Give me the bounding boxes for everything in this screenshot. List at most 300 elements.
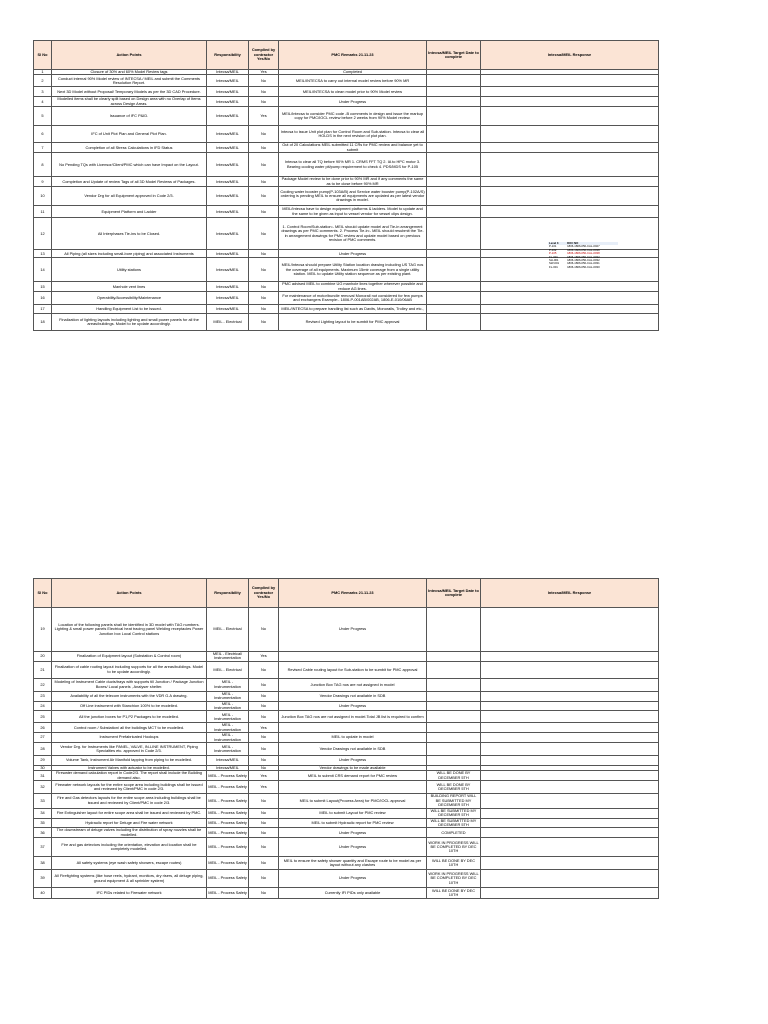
embedded-doc-cell: 1806-1806-050-CAL-0032 bbox=[567, 254, 600, 259]
cell-target-date bbox=[427, 206, 481, 218]
cell-responsibility: Intecsa/MEIL bbox=[207, 107, 249, 126]
cell-action-point: Modeling of Instrument Cable ducts/trays with supports till Junction / Package Junction Boxes/ Local panels , Analyser shelter. bbox=[52, 678, 207, 691]
cell-sl-no: 2 bbox=[34, 75, 52, 87]
table-row bbox=[34, 97, 659, 107]
cell-response bbox=[481, 857, 659, 870]
table-row bbox=[34, 808, 659, 818]
cell-complied: No bbox=[249, 701, 279, 711]
cell-complied: No bbox=[249, 305, 279, 314]
embedded-doc-cell: 1806-1806-050-CAL-0038 bbox=[567, 251, 600, 256]
cell-target-date bbox=[427, 733, 481, 743]
table-row bbox=[34, 282, 659, 292]
cell-response bbox=[481, 888, 659, 899]
cell-complied: No bbox=[249, 258, 279, 282]
cell-target-date bbox=[427, 250, 481, 258]
cell-pmc-remarks: MEIL to submit Layout(Process Area) for PMC/IOCL approval bbox=[279, 794, 427, 808]
cell-action-point: All the junction boxes for P1,P2 Packages to be modelled. bbox=[52, 711, 207, 723]
embedded-doc-cell: P-101 bbox=[549, 244, 557, 249]
cell-response bbox=[481, 177, 659, 187]
cell-responsibility: Intecsa/MEIL bbox=[207, 766, 249, 771]
cell-action-point: Finalization of cable routing layout including supports for all the areas/buildings. Model to be update accordingly. bbox=[52, 661, 207, 678]
cell-complied: No bbox=[249, 608, 279, 652]
cell-action-point: Vendor Drg. for Instruments like PANEL, VALVE, IN-LINE INSTRUMENT, Piping Specialties etc. approved in Code 2/3. bbox=[52, 743, 207, 756]
cell-response bbox=[481, 75, 659, 87]
cell-pmc-remarks: Intecsa to clear all TQ before 90% MR 1. CRMS FFT TQ 2. IA to HPC motor 3. Bearing cooling water pit/pump requirement to check 4. PDS/MDS for P-105 bbox=[279, 153, 427, 177]
cell-pmc-remarks: Vendor Drawings not available in SDB bbox=[279, 743, 427, 756]
table-row bbox=[34, 126, 659, 143]
cell-response bbox=[481, 107, 659, 126]
cell-complied: No bbox=[249, 678, 279, 691]
cell-action-point: IFC PIDs related to Firewater network bbox=[52, 888, 207, 899]
cell-target-date: COMPLETED bbox=[427, 828, 481, 838]
cell-complied: No bbox=[249, 177, 279, 187]
embedded-doc-cell: 1806-1806-050-CAL-0030 bbox=[567, 264, 600, 269]
cell-action-point: Utility stations bbox=[52, 258, 207, 282]
cell-responsibility: Intecsa/MEIL bbox=[207, 143, 249, 153]
header-response: Intecsa/MEIL Response bbox=[481, 41, 659, 70]
table-row bbox=[34, 818, 659, 828]
cell-target-date bbox=[427, 177, 481, 187]
cell-response bbox=[481, 870, 659, 888]
cell-responsibility: MEIL - Instrumentation bbox=[207, 743, 249, 756]
cell-complied: No bbox=[249, 153, 279, 177]
cell-response bbox=[481, 661, 659, 678]
cell-pmc-remarks: Revised Cable routing layout for Sub-station to be sumbit for PMC approval bbox=[279, 661, 427, 678]
cell-complied: No bbox=[249, 857, 279, 870]
cell-response bbox=[481, 305, 659, 314]
cell-action-point: Instrument Prefabricated Hookups bbox=[52, 733, 207, 743]
table-row bbox=[34, 314, 659, 331]
cell-responsibility: Intecsa/MEIL bbox=[207, 97, 249, 107]
cell-action-point: Hydraulic report for Deluge and Fire water network bbox=[52, 818, 207, 828]
cell-target-date: WILL BE DONE BY DEC 10TH bbox=[427, 857, 481, 870]
cell-complied: No bbox=[249, 828, 279, 838]
cell-action-point: Manhole vent lines bbox=[52, 282, 207, 292]
header-responsibility: Responsibility bbox=[207, 41, 249, 70]
cell-pmc-remarks: MEIL/Intecsa to consider PMC code -B comments in design and issue the markup copy for PMC/IOCL review before 2 weeks from 90% Model review. bbox=[279, 107, 427, 126]
cell-complied: No bbox=[249, 733, 279, 743]
cell-complied: No bbox=[249, 711, 279, 723]
cell-complied: Yes bbox=[249, 781, 279, 794]
cell-complied: No bbox=[249, 218, 279, 250]
cell-response bbox=[481, 292, 659, 305]
cell-response bbox=[481, 756, 659, 766]
cell-responsibility: Intecsa/MEIL bbox=[207, 250, 249, 258]
cell-target-date bbox=[427, 608, 481, 652]
cell-response bbox=[481, 794, 659, 808]
cell-responsibility: MEIL - Process Safety bbox=[207, 838, 249, 857]
cell-pmc-remarks: Under Progress bbox=[279, 701, 427, 711]
cell-sl-no: 23 bbox=[34, 691, 52, 701]
cell-responsibility: MEIL - Instrumentation bbox=[207, 701, 249, 711]
cell-sl-no: 37 bbox=[34, 838, 52, 857]
cell-complied: Yes bbox=[249, 723, 279, 733]
cell-pmc-remarks: Under Progress bbox=[279, 608, 427, 652]
cell-responsibility: Intecsa/MEIL bbox=[207, 218, 249, 250]
cell-sl-no: 25 bbox=[34, 711, 52, 723]
cell-sl-no: 13 bbox=[34, 250, 52, 258]
cell-pmc-remarks: MEIL to update in model bbox=[279, 733, 427, 743]
cell-responsibility: Intecsa/MEIL bbox=[207, 153, 249, 177]
cell-complied: No bbox=[249, 743, 279, 756]
cell-response bbox=[481, 608, 659, 652]
embedded-doc-cell: SW-001 bbox=[549, 261, 560, 266]
table-header-row bbox=[34, 41, 659, 70]
cell-action-point: Operability/Accessibility/Maintenance bbox=[52, 292, 207, 305]
cell-pmc-remarks: MEIL/INTECSA to carry out internal model review before 90% MR bbox=[279, 75, 427, 87]
cell-responsibility: MEIL - Process Safety bbox=[207, 781, 249, 794]
table-row bbox=[34, 838, 659, 857]
cell-complied: No bbox=[249, 870, 279, 888]
cell-target-date bbox=[427, 282, 481, 292]
cell-sl-no: 16 bbox=[34, 292, 52, 305]
cell-sl-no: 24 bbox=[34, 701, 52, 711]
cell-target-date: WORK IN PROGRESS WILL BE COMPLETED BY DEC 10TH bbox=[427, 870, 481, 888]
cell-pmc-remarks: Under Progress bbox=[279, 97, 427, 107]
cell-sl-no: 5 bbox=[34, 107, 52, 126]
cell-pmc-remarks: Intecsa to issue Unit plot plan for Control Room and Sub-station. Intecsa to clear all HOLDS in the next revision of plot plan. bbox=[279, 126, 427, 143]
cell-sl-no: 6 bbox=[34, 126, 52, 143]
cell-sl-no: 3 bbox=[34, 87, 52, 97]
table-body-1 bbox=[34, 70, 659, 331]
cell-complied: No bbox=[249, 187, 279, 206]
cell-pmc-remarks: MEIL/Intecsa have to design equipment platforms & ladders. Model to update and the same to be given as input to vessel vendor for vessel clips design. bbox=[279, 206, 427, 218]
cell-responsibility: MEIL - Process Safety bbox=[207, 870, 249, 888]
cell-sl-no: 17 bbox=[34, 305, 52, 314]
cell-complied: No bbox=[249, 250, 279, 258]
table-row bbox=[34, 794, 659, 808]
cell-action-point: All Firefighting systems (like hose reels, hydrant, monitors, dry risers, all deluge piping, ground equipment & all sprinkler system) bbox=[52, 870, 207, 888]
cell-pmc-remarks: Package Model review to be done prior to 90% MR and if any comments the same as to be close before 90% MR bbox=[279, 177, 427, 187]
cell-response bbox=[481, 187, 659, 206]
cell-target-date bbox=[427, 126, 481, 143]
cell-responsibility: MEIL - Instrumentation bbox=[207, 691, 249, 701]
cell-action-point: All Piping (all sizes including small-bore piping) and associated Instruments bbox=[52, 250, 207, 258]
table-row bbox=[34, 292, 659, 305]
cell-action-point: Firewater demand calculation report in Code2/3. The report shall include the Building demand also. bbox=[52, 771, 207, 781]
embedded-doc-cell: 1806-1806-050-CAL-0031 bbox=[567, 261, 600, 266]
cell-pmc-remarks bbox=[279, 781, 427, 794]
cell-sl-no: 9 bbox=[34, 177, 52, 187]
cell-response bbox=[481, 206, 659, 218]
header-pmc-remarks: PMC Remarks 21.11.23 bbox=[279, 41, 427, 70]
cell-action-point: Control room / Substation/ all the buildings MCT to be modelled. bbox=[52, 723, 207, 733]
cell-target-date: WORK IN PROGRESS WILL BE COMPLETED BY DEC 10TH bbox=[427, 838, 481, 857]
cell-sl-no: 36 bbox=[34, 828, 52, 838]
cell-action-point: Issuance of IFC P&ID. bbox=[52, 107, 207, 126]
cell-response bbox=[481, 701, 659, 711]
cell-complied: No bbox=[249, 838, 279, 857]
table-row bbox=[34, 828, 659, 838]
cell-sl-no: 14 bbox=[34, 258, 52, 282]
cell-pmc-remarks: Completed bbox=[279, 70, 427, 75]
cell-sl-no: 1 bbox=[34, 70, 52, 75]
table-row bbox=[34, 691, 659, 701]
cell-action-point: Fire Extinguisher layout for entire scope area shall be issued and reviewed by PMC. bbox=[52, 808, 207, 818]
cell-target-date: WILL BE DONE BY DECEMBER 5TH bbox=[427, 781, 481, 794]
cell-sl-no: 26 bbox=[34, 723, 52, 733]
cell-action-point: The downstream of deluge valves including the distribution of spray nozzles shall be modelled. bbox=[52, 828, 207, 838]
cell-sl-no: 28 bbox=[34, 743, 52, 756]
cell-sl-no: 12 bbox=[34, 218, 52, 250]
table-row bbox=[34, 153, 659, 177]
cell-action-point: Completion and Update of review Tags of all 3D Model Reviews of Packages. bbox=[52, 177, 207, 187]
cell-complied: No bbox=[249, 808, 279, 818]
cell-pmc-remarks: Under Progress bbox=[279, 828, 427, 838]
cell-complied: No bbox=[249, 126, 279, 143]
cell-responsibility: MEIL - Electrical bbox=[207, 314, 249, 331]
cell-action-point: IFC of Unit Plot Plan and General Plot Plan. bbox=[52, 126, 207, 143]
table-header-row bbox=[34, 579, 659, 608]
cell-response bbox=[481, 818, 659, 828]
cell-action-point: All safety systems (eye wash safety showers, escape routes) bbox=[52, 857, 207, 870]
embedded-doc-row bbox=[548, 266, 618, 269]
cell-action-point: Handling Equipment List to be Issued. bbox=[52, 305, 207, 314]
cell-target-date bbox=[427, 661, 481, 678]
cell-pmc-remarks: Under Progress bbox=[279, 838, 427, 857]
embedded-doc-header-cell: DOC NO bbox=[566, 242, 618, 245]
cell-response bbox=[481, 153, 659, 177]
cell-action-point: Next 3D Model without Proposal/ Temporary Models as per the 3D CAD Procedure. bbox=[52, 87, 207, 97]
cell-responsibility: MEIL - Process Safety bbox=[207, 888, 249, 899]
cell-sl-no: 18 bbox=[34, 314, 52, 331]
cell-responsibility: MEIL - Process Safety bbox=[207, 828, 249, 838]
table-row bbox=[34, 75, 659, 87]
cell-pmc-remarks: Under Progress bbox=[279, 756, 427, 766]
cell-responsibility: Intecsa/MEIL bbox=[207, 292, 249, 305]
cell-sl-no: 20 bbox=[34, 652, 52, 662]
cell-sl-no: 8 bbox=[34, 153, 52, 177]
header-sl-no: Sl No bbox=[34, 579, 52, 608]
cell-sl-no: 22 bbox=[34, 678, 52, 691]
cell-complied: Yes bbox=[249, 771, 279, 781]
cell-sl-no: 31 bbox=[34, 771, 52, 781]
cell-complied: No bbox=[249, 206, 279, 218]
cell-complied: No bbox=[249, 766, 279, 771]
cell-responsibility: MEIL - Instrumentation bbox=[207, 733, 249, 743]
table-row bbox=[34, 107, 659, 126]
cell-responsibility: Intecsa/MEIL bbox=[207, 177, 249, 187]
cell-response bbox=[481, 781, 659, 794]
cell-response bbox=[481, 652, 659, 662]
cell-target-date bbox=[427, 305, 481, 314]
cell-target-date bbox=[427, 75, 481, 87]
table-row bbox=[34, 781, 659, 794]
cell-responsibility: MEIL - Process Safety bbox=[207, 857, 249, 870]
table-row bbox=[34, 701, 659, 711]
cell-pmc-remarks: PMC advised MEIL to combine UG manhole lines together wherever possible and reduce AG lines. bbox=[279, 282, 427, 292]
cell-responsibility: MEIL - Process Safety bbox=[207, 794, 249, 808]
cell-action-point: Off Line instrument with Stanchion 100% to be modelled. bbox=[52, 701, 207, 711]
cell-complied: Yes bbox=[249, 652, 279, 662]
table-row bbox=[34, 177, 659, 187]
header-complied: Complied by contractor Yes/No bbox=[249, 579, 279, 608]
cell-responsibility: Intecsa/MEIL bbox=[207, 258, 249, 282]
cell-response bbox=[481, 711, 659, 723]
cell-responsibility: MEIL - Electrical bbox=[207, 608, 249, 652]
table-row bbox=[34, 608, 659, 652]
embedded-doc-table-body bbox=[548, 242, 618, 269]
cell-pmc-remarks bbox=[279, 652, 427, 662]
cell-action-point: Volume Tank, Instrument Air Manifold tapping from piping to be modelled. bbox=[52, 756, 207, 766]
cell-action-point: Equipment Platform and Ladder bbox=[52, 206, 207, 218]
embedded-doc-cell: P-105 bbox=[549, 251, 557, 256]
cell-complied: Yes bbox=[249, 70, 279, 75]
cell-target-date bbox=[427, 743, 481, 756]
cell-response bbox=[481, 808, 659, 818]
table-row bbox=[34, 711, 659, 723]
cell-complied: No bbox=[249, 143, 279, 153]
cell-complied: Yes bbox=[249, 107, 279, 126]
cell-pmc-remarks bbox=[279, 723, 427, 733]
table-row bbox=[34, 771, 659, 781]
cell-sl-no: 11 bbox=[34, 206, 52, 218]
embedded-doc-cell: FL-001 bbox=[549, 264, 558, 269]
embedded-doc-cell: 1806-1806-050-CAL-0032 bbox=[567, 258, 600, 263]
cell-responsibility: Intecsa/MEIL bbox=[207, 282, 249, 292]
embedded-doc-cell: FL-001 bbox=[549, 254, 558, 259]
embedded-doc-table bbox=[548, 242, 618, 269]
embedded-doc-cell: 1806-1806-050-CAL-0027 bbox=[567, 244, 600, 249]
cell-responsibility: Intecsa/MEIL bbox=[207, 187, 249, 206]
cell-action-point: Closure of 30% and 60% Model Review tags bbox=[52, 70, 207, 75]
table-row bbox=[34, 87, 659, 97]
cell-sl-no: 38 bbox=[34, 857, 52, 870]
table-row bbox=[34, 678, 659, 691]
header-response: Intecsa/MEIL Response bbox=[481, 579, 659, 608]
cell-target-date bbox=[427, 711, 481, 723]
cell-target-date: WILL BE SUBMITTED MY DECEMBER 5TH bbox=[427, 818, 481, 828]
cell-response bbox=[481, 733, 659, 743]
cell-action-point: Fire and gas detectors including the orientation, elevation and location shall be completely modelled. bbox=[52, 838, 207, 857]
cell-pmc-remarks: Out of 20 Calculations MEIL submitted 11 CRs for PMC review and balance yet to submit bbox=[279, 143, 427, 153]
cell-sl-no: 34 bbox=[34, 808, 52, 818]
table-row bbox=[34, 305, 659, 314]
cell-response bbox=[481, 282, 659, 292]
cell-action-point: Modelled items shall be clearly split based on Design area with no Overlap of Items across Design Areas. bbox=[52, 97, 207, 107]
cell-target-date: WILL BE DONE BY DECEMBER 5TH bbox=[427, 771, 481, 781]
cell-pmc-remarks: MEIL to submit CRS demand report for PMC review bbox=[279, 771, 427, 781]
table-row bbox=[34, 857, 659, 870]
cell-response bbox=[481, 314, 659, 331]
cell-responsibility: MEIL - Instrumentation bbox=[207, 678, 249, 691]
embedded-doc-cell: 1806-1806-050-CAL-0038 bbox=[567, 247, 600, 252]
cell-pmc-remarks: Vendor drawings to be made available bbox=[279, 766, 427, 771]
cell-response bbox=[481, 691, 659, 701]
action-points-table-2 bbox=[33, 578, 659, 899]
cell-pmc-remarks: MEIL to ensure the safety shower quantity and Escape route to be model as per layout without any clashes bbox=[279, 857, 427, 870]
cell-target-date bbox=[427, 218, 481, 250]
cell-pmc-remarks: MEIL/INTECSA to clean model prior to 90% Model review bbox=[279, 87, 427, 97]
cell-action-point: Finalization of lighting layouts including lighting and small power panels for all the areas/buildings. Model to be update accordingly. bbox=[52, 314, 207, 331]
table-body-2 bbox=[34, 608, 659, 899]
cell-sl-no: 32 bbox=[34, 781, 52, 794]
cell-complied: No bbox=[249, 756, 279, 766]
cell-sl-no: 35 bbox=[34, 818, 52, 828]
cell-sl-no: 29 bbox=[34, 756, 52, 766]
cell-pmc-remarks: Under Progress bbox=[279, 870, 427, 888]
cell-responsibility: MEIL - Process Safety bbox=[207, 818, 249, 828]
cell-pmc-remarks: MEIL to submit Layout for PMC review bbox=[279, 808, 427, 818]
cell-complied: No bbox=[249, 888, 279, 899]
cell-action-point: Completion of all Stress Calculations in IFD Status bbox=[52, 143, 207, 153]
cell-target-date bbox=[427, 756, 481, 766]
header-action-points: Action Points bbox=[52, 579, 207, 608]
header-target-date: Intecsa/MEIL Target Date to complete bbox=[427, 41, 481, 70]
table-row bbox=[34, 870, 659, 888]
cell-pmc-remarks: Junction Box TAG nos are not assigned in model bbox=[279, 678, 427, 691]
cell-pmc-remarks: For maintenance of motor/bundle removal Monorail not considered for few pumps and exchangers Example:- 1806-P-001AB/002AB, 1806-E-010/06AB bbox=[279, 292, 427, 305]
cell-complied: No bbox=[249, 661, 279, 678]
cell-target-date bbox=[427, 678, 481, 691]
cell-response bbox=[481, 838, 659, 857]
cell-target-date bbox=[427, 691, 481, 701]
cell-pmc-remarks: Cooling water booster pump(P-103A/B) and Service water booster pump(P-102A/S) ordering is pending MEIL to ensure all equipments are updated as per latest vendor drawings in model. bbox=[279, 187, 427, 206]
cell-action-point: Firewater network layouts for the entire scope area including buildings shall be issued and reviewed by Client/PMC in code 2/3. bbox=[52, 781, 207, 794]
cell-target-date bbox=[427, 292, 481, 305]
cell-pmc-remarks: Vendor Drawings not available in SDB bbox=[279, 691, 427, 701]
cell-target-date bbox=[427, 87, 481, 97]
cell-responsibility: Intecsa/MEIL bbox=[207, 756, 249, 766]
cell-target-date: BUILDING REPORT WILL BE SUBMITTED MY DECEMBER 5TH bbox=[427, 794, 481, 808]
cell-response bbox=[481, 771, 659, 781]
table-row bbox=[34, 652, 659, 662]
cell-action-point: Availability of all the telecom instruments with the VDR G.A drawing. bbox=[52, 691, 207, 701]
cell-target-date bbox=[427, 258, 481, 282]
action-points-table-1 bbox=[33, 40, 659, 331]
cell-target-date bbox=[427, 314, 481, 331]
cell-action-point: Fire and Gas detectors layouts for the entire scope area including buildings shall be issued and reviewed by Client/PMC in code 2/3. bbox=[52, 794, 207, 808]
cell-complied: No bbox=[249, 691, 279, 701]
cell-pmc-remarks: Currently IFI PIDs only available bbox=[279, 888, 427, 899]
cell-responsibility: Intecsa/MEIL bbox=[207, 126, 249, 143]
cell-pmc-remarks: MEIL/INTECSA to prepare handling list such as Davits, Monorails, Trolley and etc., bbox=[279, 305, 427, 314]
cell-response bbox=[481, 828, 659, 838]
header-pmc-remarks: PMC Remarks 21.11.23 bbox=[279, 579, 427, 608]
cell-sl-no: 7 bbox=[34, 143, 52, 153]
cell-responsibility: Intecsa/MEIL bbox=[207, 70, 249, 75]
cell-complied: No bbox=[249, 282, 279, 292]
cell-action-point: Conduct internal 90% Model review of INTECSA / MEIL and submit the Comments Resolution Report. bbox=[52, 75, 207, 87]
cell-target-date bbox=[427, 701, 481, 711]
cell-pmc-remarks: 1. Control Room/Sub-station:- MEIL should update model and Tie-in arrangement drawings as per PMC comments. 2. Process Tie-in:- MEIL should resubmit the Tie-in arrangement drawings for PMC review and update model based on previous revision of PMC comments. bbox=[279, 218, 427, 250]
cell-target-date: WILL BE DONE BY DEC 10TH bbox=[427, 888, 481, 899]
cell-responsibility: MEIL - Process Safety bbox=[207, 808, 249, 818]
cell-sl-no: 30 bbox=[34, 766, 52, 771]
cell-sl-no: 15 bbox=[34, 282, 52, 292]
cell-target-date bbox=[427, 652, 481, 662]
cell-responsibility: MEIL - Instrumentation bbox=[207, 711, 249, 723]
cell-complied: No bbox=[249, 292, 279, 305]
cell-responsibility: MEIL - Electrical bbox=[207, 661, 249, 678]
cell-responsibility: MEIL - Process Safety bbox=[207, 771, 249, 781]
cell-complied: No bbox=[249, 75, 279, 87]
header-action-points: Action Points bbox=[52, 41, 207, 70]
cell-target-date bbox=[427, 143, 481, 153]
table-row bbox=[34, 206, 659, 218]
header-complied: Complied by contractor Yes/No bbox=[249, 41, 279, 70]
embedded-doc-cell: P-102 bbox=[549, 247, 557, 252]
cell-pmc-remarks: Revised Lighting layout to be sumbit for PMC approval bbox=[279, 314, 427, 331]
cell-responsibility: Intecsa/MEIL bbox=[207, 87, 249, 97]
cell-complied: No bbox=[249, 794, 279, 808]
header-responsibility: Responsibility bbox=[207, 579, 249, 608]
table-row bbox=[34, 723, 659, 733]
cell-action-point: Vendor Drg for all Equipment approved in Code 2/3. bbox=[52, 187, 207, 206]
cell-response bbox=[481, 723, 659, 733]
embedded-doc-cell: SH-001 bbox=[549, 258, 559, 263]
cell-action-point: All Interphases Tie-ins to be Closed. bbox=[52, 218, 207, 250]
